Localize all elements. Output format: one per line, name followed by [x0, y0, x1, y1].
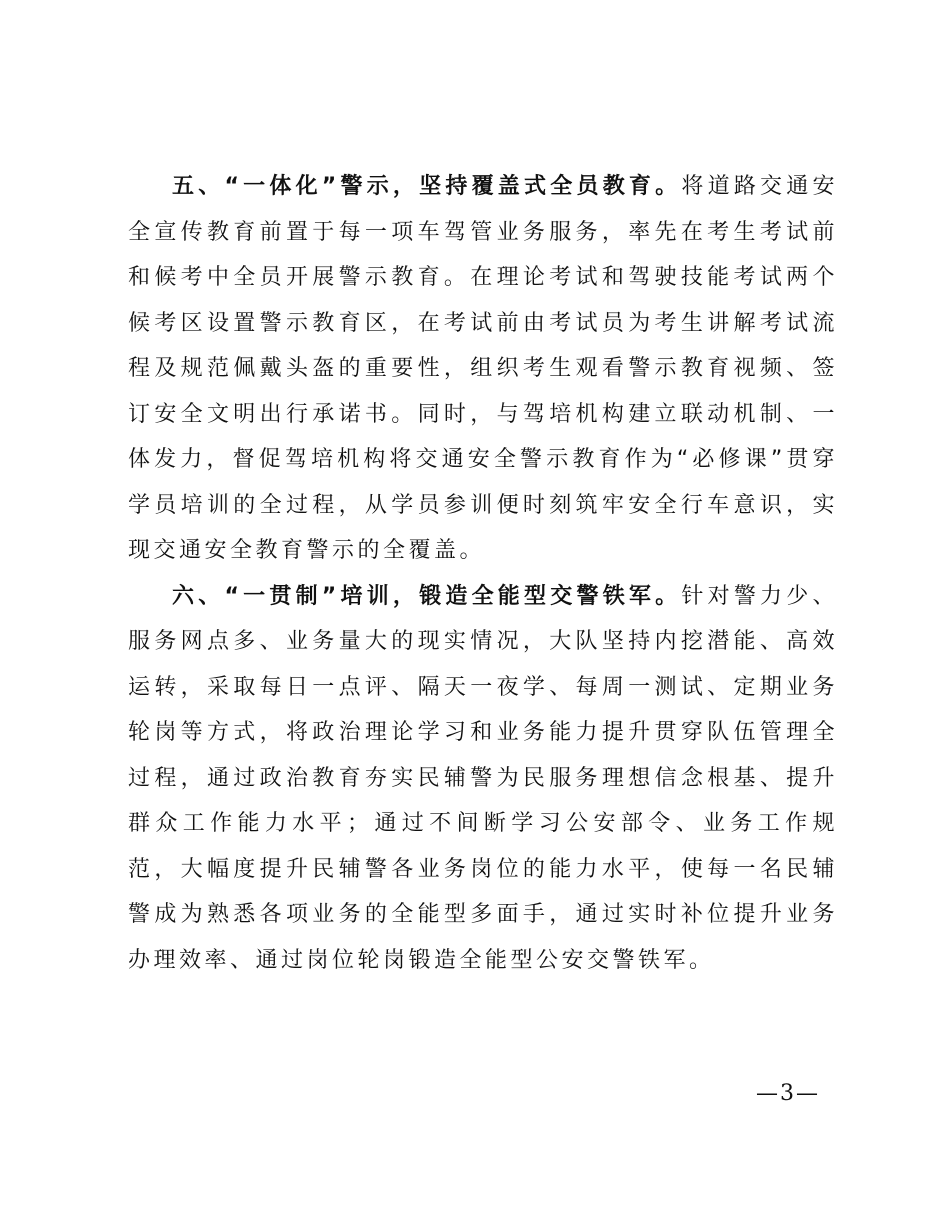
paragraph-six-heading: 六、“一贯制”培训，锻造全能型交警铁军。: [172, 583, 682, 609]
paragraph-five-text: 将道路交通安全宣传教育前置于每一项车驾管业务服务，率先在考生考试前和候考中全员开展警示教育。在理论考试和驾驶技能考试两个候考区设置警示教育区，在考试前由考试员为考生讲解考试流程及规范佩戴头盔的重要性，组织考生观看警示教育视频、签订安全文明出行承诺书。同时，与驾培机构建立联动机制、一体发力，督促驾培机构将交通安全警示教育作为“必修课”贯穿学员培训的全过程，从学员参训便时刻筑牢安全行车意识，实现交通安全教育警示的全覆盖。: [128, 174, 838, 563]
document-body: [128, 164, 838, 983]
paragraph-five-heading: 五、“一体化”警示，坚持覆盖式全员教育。: [172, 174, 682, 199]
page-number: —3—: [756, 1081, 820, 1106]
paragraph-five: [128, 164, 838, 574]
paragraph-six-text: 针对警力少、服务网点多、业务量大的现实情况，大队坚持内挖潜能、高效运转，采取每日一点评、隔天一夜学、每周一测试、定期业务轮岗等方式，将政治理论学习和业务能力提升贯穿队伍管理全过程，通过政治教育夯实民辅警为民服务理想信念根基、提升群众工作能力水平；通过不间断学习公安部令、业务工作规范，大幅度提升民辅警各业务岗位的能力水平，使每一名民辅警成为熟悉各项业务的全能型多面手，通过实时补位提升业务办理效率、通过岗位轮岗锻造全能型公安交警铁军。: [128, 583, 838, 973]
paragraph-six: [128, 574, 838, 984]
